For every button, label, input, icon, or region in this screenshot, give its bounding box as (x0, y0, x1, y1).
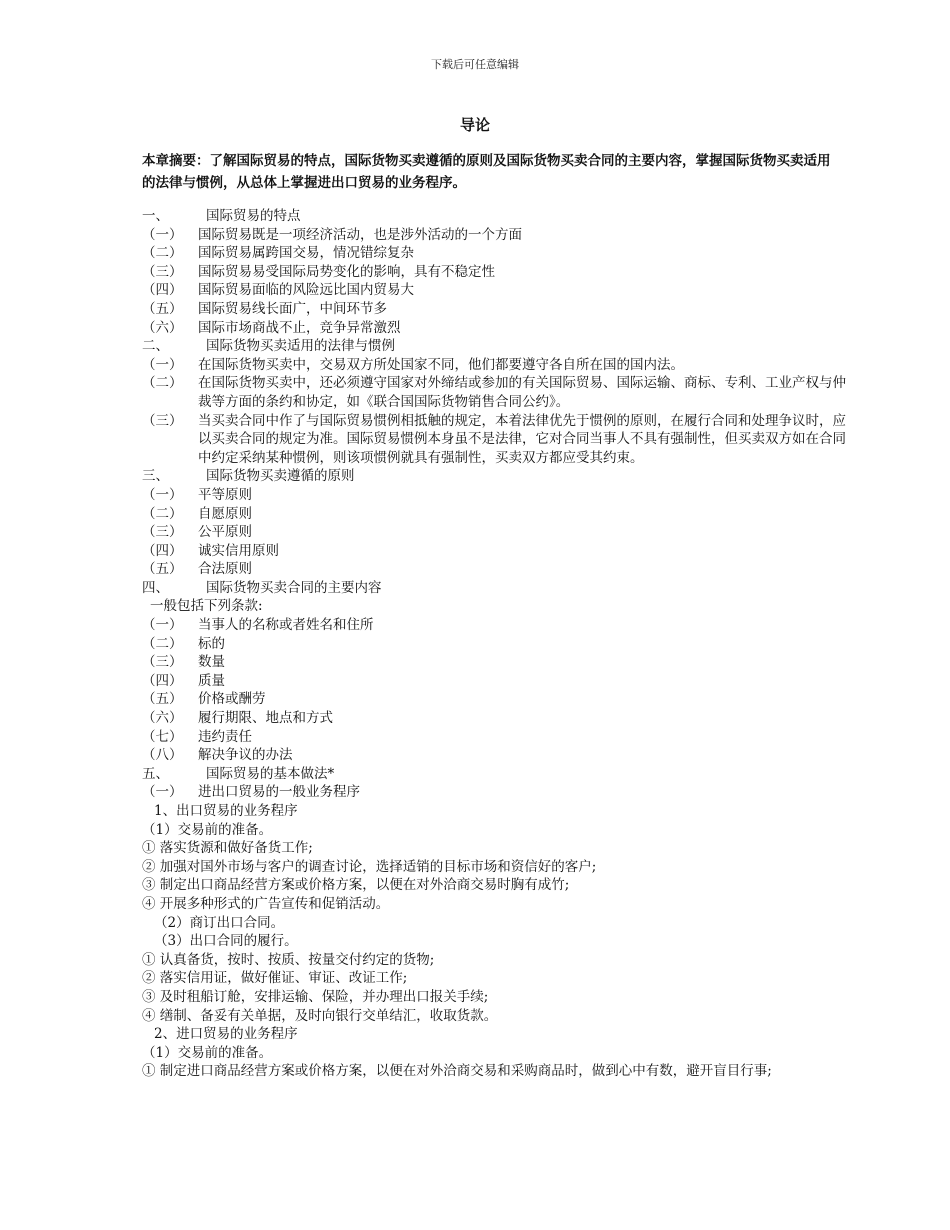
item-text: 合法原则 (198, 561, 252, 578)
item-number: （二） (142, 505, 183, 522)
item-text: 履行期限、地点和方式 (198, 710, 333, 727)
section-heading (142, 467, 852, 486)
list-item (142, 281, 852, 300)
item-text: 当买卖合同中作了与国际贸易惯例相抵触的规定，本着法律优先于惯例的原则，在履行合同和处理争议时，应以买卖合同的规定为准。国际贸易惯例本身虽不是法律，它对合同当事人不具有强制性，但买卖双方如在合同中约定采纳某种惯例，则该项惯例就具有强制性，买卖双方都应受其约束。 (198, 412, 846, 466)
item-number: （一） (142, 356, 183, 373)
section-intro: 一般包括下列条款: (150, 598, 263, 615)
page-header: 下载后可任意编辑 (431, 58, 519, 71)
item-text: 进出口贸易的一般业务程序 (198, 784, 360, 801)
item-text: 在国际货物买卖中，交易双方所处国家不同，他们都要遵守各自所在国的国内法。 (198, 356, 684, 373)
item-text: 国际市场商战不止，竞争异常激烈 (198, 319, 401, 336)
item-number: （六） (142, 319, 183, 336)
item-number: （五） (142, 561, 183, 578)
list-item: ① 落实货源和做好备货工作; (142, 840, 313, 857)
item-number: （七） (142, 728, 183, 745)
list-item: ③ 制定出口商品经营方案或价格方案，以便在对外洽商交易时胸有成竹; (142, 877, 570, 894)
item-text: 解决争议的办法 (198, 747, 293, 764)
list-item (142, 263, 852, 282)
list-item (142, 616, 852, 635)
item-text: 平等原则 (198, 486, 252, 503)
section-heading (142, 207, 852, 226)
list-item (142, 244, 852, 263)
list-item (142, 523, 852, 542)
list-item (142, 319, 852, 338)
item-number: （四） (142, 542, 183, 559)
list-item (142, 728, 852, 747)
item-text: 公平原则 (198, 524, 252, 541)
section-number: 二、 (142, 338, 169, 355)
item-number: （二） (142, 245, 183, 262)
list-item (142, 672, 852, 691)
item-text: 国际贸易属跨国交易，情况错综复杂 (198, 245, 414, 262)
list-item: ② 落实信用证，做好催证、审证、改证工作; (142, 970, 408, 987)
item-text: 国际贸易既是一项经济活动，也是涉外活动的一个方面 (198, 226, 522, 243)
item-text: 违约责任 (198, 728, 252, 745)
list-item: ① 制定进口商品经营方案或价格方案，以便在对外洽商交易和采购商品时，做到心中有数，避开盲目行事; (142, 1063, 772, 1080)
section-number: 一、 (142, 208, 169, 224)
item-number: （一） (142, 617, 183, 634)
item-text: 质量 (198, 672, 225, 689)
list-item: ① 认真备货，按时、按质、按量交付约定的货物; (142, 951, 435, 968)
list-item (142, 486, 852, 505)
section-number: 四、 (142, 579, 169, 596)
item-text: 国际贸易面临的风险远比国内贸易大 (198, 282, 414, 299)
list-item: ④ 缮制、备妥有关单据，及时向银行交单结汇，收取货款。 (142, 1007, 498, 1024)
section-title: 国际货物买卖遵循的原则 (206, 468, 355, 485)
list-item (142, 709, 852, 728)
item-number: （三） (142, 524, 183, 541)
item-number: （一） (142, 486, 183, 503)
list-item (142, 635, 852, 654)
section-title: 国际货物买卖适用的法律与惯例 (206, 338, 395, 355)
item-text: 国际贸易线长面广，中间环节多 (198, 300, 387, 317)
section-heading (142, 579, 852, 598)
item-text: 国际贸易易受国际局势变化的影响，具有不稳定性 (198, 263, 495, 280)
item-number: （六） (142, 710, 183, 727)
import-procedure-title: 2、进口贸易的业务程序 (154, 1026, 298, 1043)
list-item (142, 653, 852, 672)
list-item (142, 374, 852, 411)
chapter-summary: 本章摘要：了解国际贸易的特点，国际货物买卖遵循的原则及国际货物买卖合同的主要内容，掌握国际货物买卖适用的法律与惯例，从总体上掌握进出口贸易的业务程序。 (142, 153, 831, 191)
section-title: 国际货物买卖合同的主要内容 (206, 579, 382, 596)
section-heading (142, 337, 852, 356)
export-procedure-title: 1、出口贸易的业务程序 (154, 803, 298, 819)
item-number: （一） (142, 784, 183, 801)
import-step-1: （1）交易前的准备。 (142, 1044, 273, 1061)
item-text: 当事人的名称或者姓名和住所 (198, 617, 374, 634)
document-body (142, 207, 852, 1081)
list-item (142, 560, 852, 579)
list-item (142, 542, 852, 561)
item-number: （三） (142, 654, 183, 671)
item-number: （五） (142, 300, 183, 317)
export-step-3: （3）出口合同的履行。 (154, 933, 298, 950)
item-text: 自愿原则 (198, 505, 252, 522)
list-item (142, 300, 852, 319)
page-title: 导论 (459, 116, 490, 134)
item-text: 价格或酬劳 (198, 691, 266, 708)
item-number: （八） (142, 747, 183, 764)
list-item (142, 412, 852, 468)
item-text: 标的 (198, 635, 225, 652)
item-number: （四） (142, 672, 183, 689)
section-number: 三、 (142, 468, 169, 485)
item-number: （三） (142, 263, 183, 280)
section-number: 五、 (142, 765, 169, 782)
list-item (142, 690, 852, 709)
list-item: ② 加强对国外市场与客户的调查讨论，选择适销的目标市场和资信好的客户; (142, 858, 597, 875)
item-number: （二） (142, 635, 183, 652)
list-item: ④ 开展多种形式的广告宣传和促销活动。 (142, 895, 390, 912)
item-text: 诚实信用原则 (198, 542, 279, 559)
item-number: （四） (142, 282, 183, 299)
list-item: ③ 及时租船订舱，安排运输、保险，并办理出口报关手续; (142, 988, 489, 1005)
list-item (142, 505, 852, 524)
list-item (142, 226, 852, 245)
item-number: （三） (142, 412, 183, 429)
section-title: 国际贸易的基本做法* (206, 765, 335, 782)
item-number: （二） (142, 375, 183, 392)
item-number: （一） (142, 226, 183, 243)
list-item (142, 746, 852, 765)
export-step-2: （2）商订出口合同。 (154, 914, 285, 931)
item-text: 数量 (198, 654, 225, 671)
item-number: （五） (142, 691, 183, 708)
export-step-1: （1）交易前的准备。 (142, 821, 273, 838)
section-title: 国际贸易的特点 (206, 208, 301, 224)
item-text: 在国际货物买卖中，还必须遵守国家对外缔结或参加的有关国际贸易、国际运输、商标、专利、工业产权与仲裁等方面的条约和协定，如《联合国国际货物销售合同公约》。 (198, 375, 846, 410)
list-item (142, 356, 852, 375)
section-heading (142, 765, 852, 784)
list-item (142, 783, 852, 802)
